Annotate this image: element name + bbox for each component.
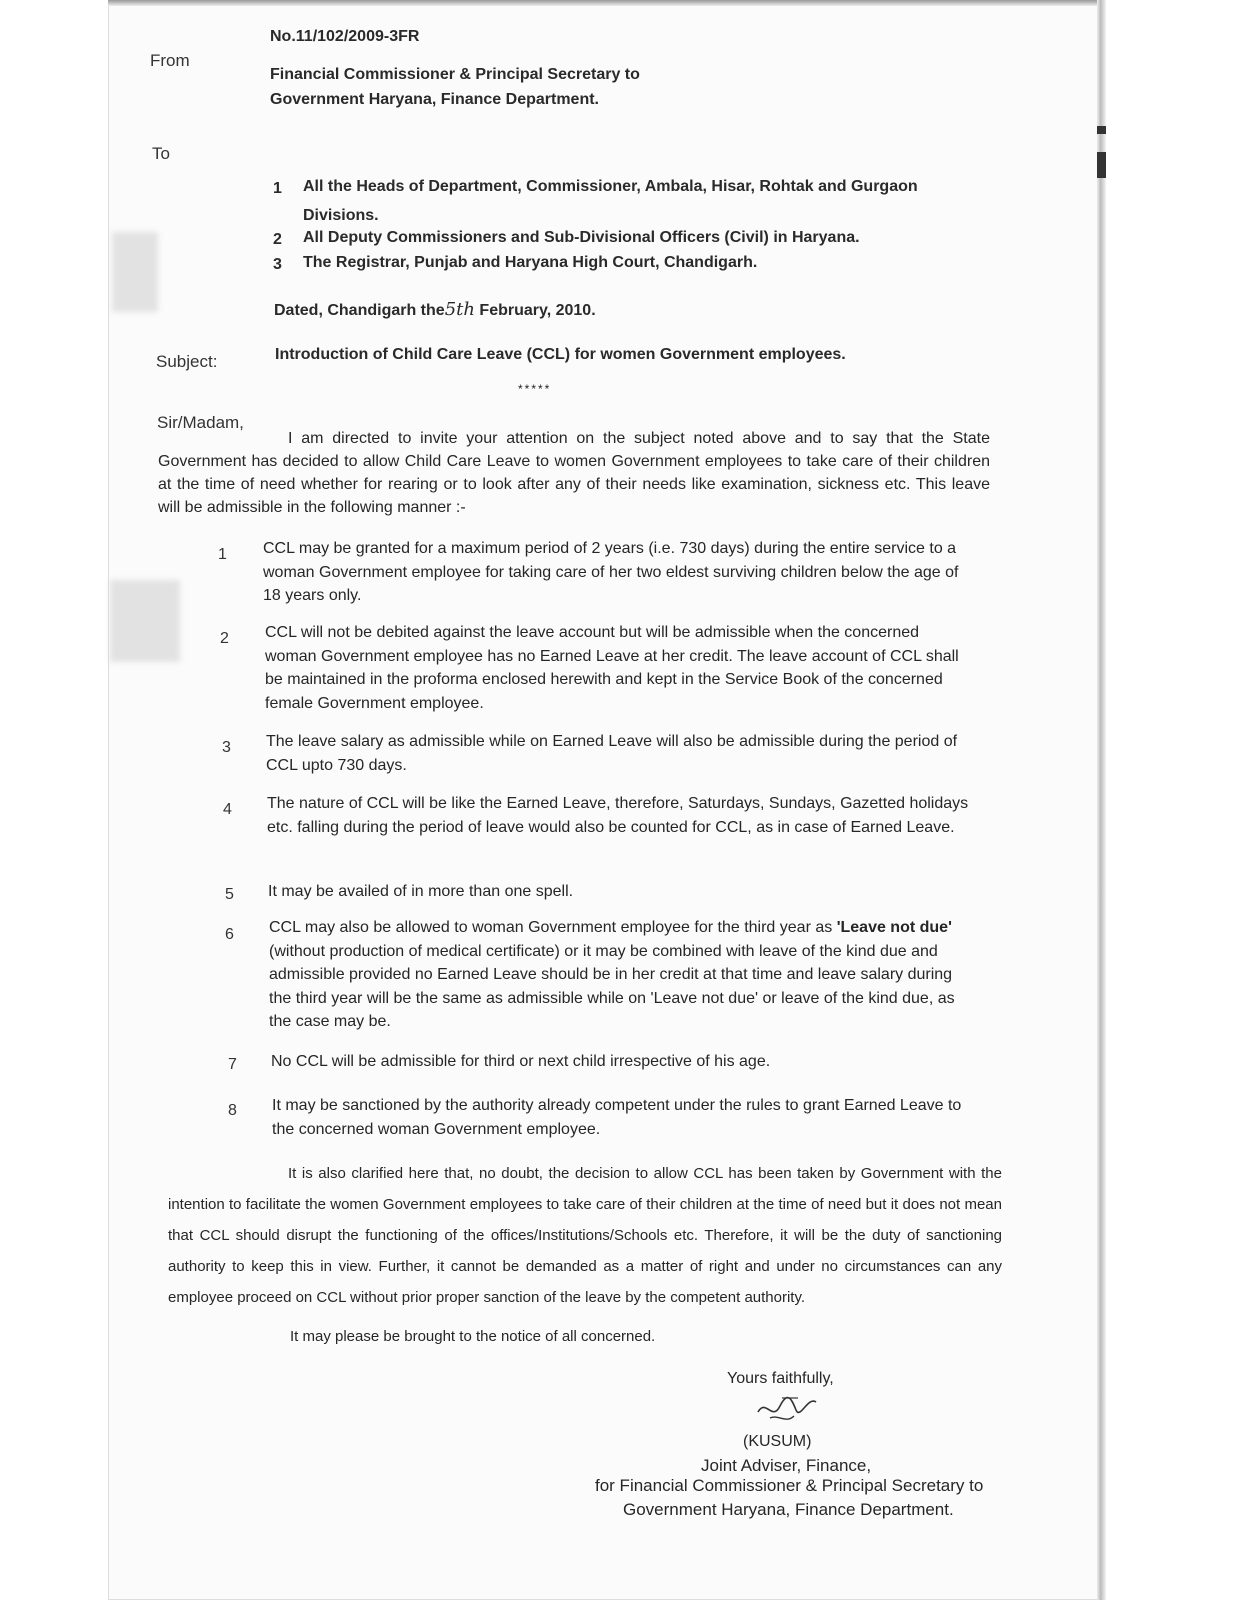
scan-smudge-upper — [112, 232, 158, 312]
signatory-for-line-2: Government Haryana, Finance Department. — [623, 1500, 954, 1519]
item-5-text: It may be availed of in more than one spell. — [268, 883, 574, 900]
date-line — [274, 299, 596, 320]
from-line-2: Government Haryana, Finance Department. — [270, 91, 599, 108]
recipient-number: 2 — [273, 231, 282, 248]
item-number: 6 — [225, 926, 234, 943]
to-label: To — [152, 144, 170, 163]
item-7-text: No CCL will be admissible for third or next child irrespective of his age. — [271, 1053, 771, 1070]
item-8-text: It may be sanctioned by the authority already competent under the rules to grant Earned Leave to the concerned woman Government employee. — [272, 1097, 962, 1138]
subject-text: Introduction of Child Care Leave (CCL) for women Government employees. — [275, 346, 846, 363]
recipient-1-line-2: Divisions. — [303, 207, 379, 224]
recipient-number: 1 — [273, 180, 282, 197]
date-suffix: February, 2010. — [479, 302, 596, 319]
signatory-designation: Joint Adviser, Finance, — [701, 1456, 872, 1475]
item-6-text-c: (without production of medical certificate) or it may be combined with leave of the kind due and admissible provided no Earned Leave should be in her credit at that time and leave salary during the third year will be the same as admissible while on 'Leave not due' or leave of the kind due, as the case may be. — [269, 942, 955, 1030]
item-number: 4 — [223, 801, 232, 818]
item-number: 2 — [220, 630, 229, 647]
recipient-2-line-1: All Deputy Commissioners and Sub-Divisional Officers (Civil) in Haryana. — [303, 229, 860, 246]
date-prefix: Dated, Chandigarh the — [274, 302, 445, 319]
item-1-text: CCL may be granted for a maximum period of 2 years (i.e. 730 days) during the entire service to a woman Government employee for taking care of her two eldest surviving children below the age of 18 years only. — [263, 540, 959, 604]
closing: Yours faithfully, — [727, 1370, 834, 1387]
recipient-3-line-1: The Registrar, Punjab and Haryana High Court, Chandigarh. — [303, 254, 758, 271]
item-6-text — [269, 916, 972, 1034]
edge-mark-mid — [1097, 152, 1106, 178]
handwritten-signature — [752, 1392, 822, 1426]
edge-mark-top — [1097, 126, 1106, 134]
item-number: 7 — [228, 1056, 237, 1073]
signatory-name: (KUSUM) — [743, 1433, 812, 1450]
salutation: Sir/Madam, — [157, 413, 244, 432]
item-4-text: The nature of CCL will be like the Earned Leave, therefore, Saturdays, Sundays, Gazetted holidays etc. falling during the period of leave would also be counted for CCL, as in case of Earned Leave. — [267, 795, 969, 836]
item-number: 3 — [222, 739, 231, 756]
item-3-text: The leave salary as admissible while on Earned Leave will also be admissible during the period of CCL upto 730 days. — [266, 733, 958, 774]
item-number: 8 — [228, 1102, 237, 1119]
notice-line: It may please be brought to the notice of all concerned. — [290, 1328, 656, 1345]
item-number: 1 — [218, 546, 227, 563]
reference-number: No.11/102/2009-3FR — [270, 28, 420, 45]
item-2-text: CCL will not be debited against the leave account but will be admissible when the concerned woman Government employee has no Earned Leave at her credit. The leave account of CCL shall be maintained in the proforma enclosed herewith and kept in the Service Book of the concerned female Government employee. — [265, 624, 959, 712]
page-edge — [1097, 0, 1106, 1600]
item-6-text-a: CCL may also be allowed to woman Government employee for the third year as — [269, 919, 837, 936]
date-handwritten-day: 5th — [444, 299, 475, 320]
intro-paragraph: I am directed to invite your attention on the subject noted above and to say that the State Government has decided to allow Child Care Leave to women Government employees to take care of their children at the time of need whether for rearing or to look after any of their needs like examination, sickness etc. This leave will be admissible in the following manner :- — [158, 430, 990, 516]
from-line-1: Financial Commissioner & Principal Secretary to — [270, 66, 640, 83]
scan-smudge-lower — [110, 580, 180, 662]
item-6-leave-not-due: 'Leave not due' — [836, 919, 952, 936]
item-number: 5 — [225, 886, 234, 903]
from-label: From — [150, 51, 190, 70]
recipient-number: 3 — [273, 256, 282, 273]
separator-stars: ***** — [518, 382, 552, 396]
recipient-1-line-1: All the Heads of Department, Commissioner, Ambala, Hisar, Rohtak and Gurgaon — [303, 178, 918, 195]
clarification-paragraph: It is also clarified here that, no doubt, the decision to allow CCL has been taken by Government with the intention to facilitate the women Government employees to take care of their children at the time of need but it does not mean that CCL should disrupt the functioning of the offices/Institutions/Schools etc. Therefore, it will be the duty of sanctioning authority to keep this in view. Further, it cannot be demanded as a matter of right and under no circumstances can any employee proceed on CCL without prior proper sanction of the leave by the competent authority. — [168, 1165, 1002, 1306]
signatory-for-line-1: for Financial Commissioner & Principal Secretary to — [595, 1476, 984, 1495]
subject-label: Subject: — [156, 352, 218, 371]
